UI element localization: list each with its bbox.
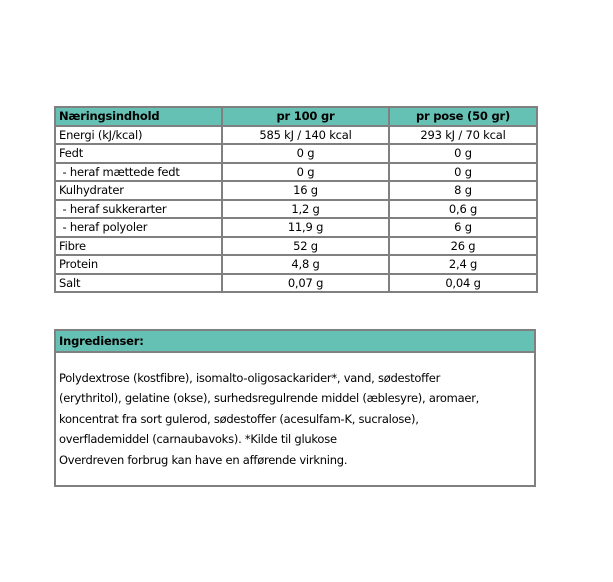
- header-per-pose: pr pose (50 gr): [389, 107, 537, 126]
- nutrient-label: Energi (kJ/kcal): [55, 126, 222, 145]
- nutrition-row: [55, 237, 537, 256]
- value-per-100g: 4,8 g: [222, 255, 389, 274]
- nutrient-label: - heraf sukkerarter: [55, 200, 222, 219]
- value-per-100g: 1,2 g: [222, 200, 389, 219]
- value-per-100g: 0 g: [222, 163, 389, 182]
- header-per-100g: pr 100 gr: [222, 107, 389, 126]
- nutrition-row: [55, 218, 537, 237]
- value-per-pose: 6 g: [389, 218, 537, 237]
- nutrition-row: [55, 181, 537, 200]
- nutrient-label: Fedt: [55, 144, 222, 163]
- value-per-pose: 8 g: [389, 181, 537, 200]
- nutrient-label: Kulhydrater: [55, 181, 222, 200]
- nutrient-label: Fibre: [55, 237, 222, 256]
- value-per-pose: 0,6 g: [389, 200, 537, 219]
- nutrition-row: [55, 255, 537, 274]
- warning-line: Overdreven forbrug kan have en afførende virkning.: [59, 452, 348, 467]
- value-per-100g: 16 g: [222, 181, 389, 200]
- nutrition-row: [55, 200, 537, 219]
- value-per-pose: 26 g: [389, 237, 537, 256]
- ingredients-title: Ingredienser:: [56, 331, 534, 353]
- value-per-100g: 585 kJ / 140 kcal: [222, 126, 389, 145]
- nutrition-table: [54, 106, 538, 293]
- nutrient-label: Protein: [55, 255, 222, 274]
- ingredients-line: (erythritol), gelatine (okse), surhedsregulrende middel (æblesyre), aromaer,: [59, 391, 480, 406]
- nutrient-label: Salt: [55, 274, 222, 293]
- value-per-pose: 0,04 g: [389, 274, 537, 293]
- value-per-100g: 52 g: [222, 237, 389, 256]
- value-per-100g: 0 g: [222, 144, 389, 163]
- ingredients-text: [56, 353, 534, 470]
- nutrient-label: - heraf polyoler: [55, 218, 222, 237]
- value-per-100g: 11,9 g: [222, 218, 389, 237]
- nutrient-label: - heraf mættede fedt: [55, 163, 222, 182]
- ingredients-line: Polydextrose (kostfibre), isomalto-oligosackarider*, vand, sødestoffer: [59, 371, 441, 385]
- nutrition-row: [55, 274, 537, 293]
- nutrition-row: [55, 126, 537, 145]
- nutrition-row: [55, 144, 537, 163]
- nutrition-header-row: [55, 107, 537, 126]
- value-per-pose: 293 kJ / 70 kcal: [389, 126, 537, 145]
- nutrition-row: [55, 163, 537, 182]
- value-per-100g: 0,07 g: [222, 274, 389, 293]
- header-nutrient: Næringsindhold: [55, 107, 222, 126]
- ingredients-line: overflademiddel (carnaubavoks). *Kilde til glukose: [59, 432, 337, 447]
- value-per-pose: 0 g: [389, 144, 537, 163]
- value-per-pose: 0 g: [389, 163, 537, 182]
- ingredients-box: [54, 329, 536, 487]
- ingredients-line: koncentrat fra sort gulerod, sødestoffer (acesulfam-K, sucralose),: [59, 411, 419, 426]
- value-per-pose: 2,4 g: [389, 255, 537, 274]
